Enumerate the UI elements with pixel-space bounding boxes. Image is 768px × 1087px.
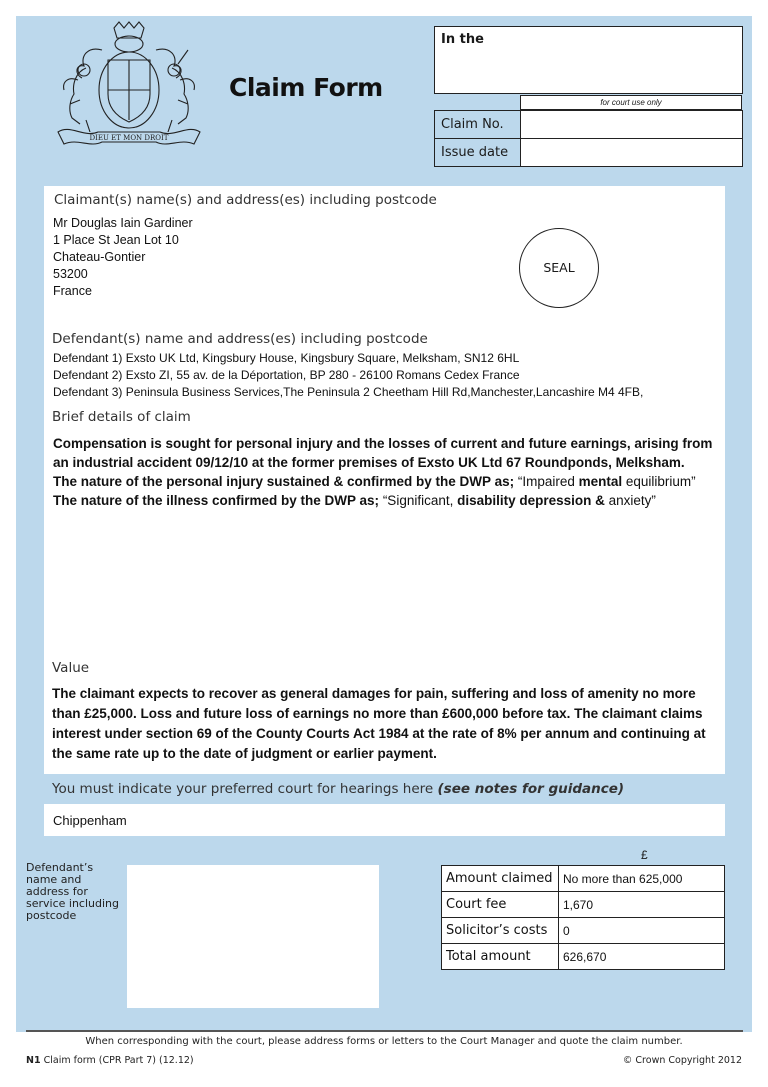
- court-use-only-label: for court use only: [520, 95, 742, 110]
- defendant-line: Defendant 2) Exsto ZI, 55 av. de la Déportation, BP 280 - 26100 Romans Cedex France: [53, 368, 520, 382]
- amount-claimed-field[interactable]: No more than 625,000: [559, 866, 725, 892]
- defendant-line: Defendant 1) Exsto UK Ltd, Kingsbury House, Kingsbury Square, Melksham, SN12 6HL: [53, 351, 520, 365]
- claimant-address-line: Chateau-Gontier: [53, 250, 146, 264]
- preferred-court-value: Chippenham: [53, 813, 127, 828]
- court-fee-label: Court fee: [442, 892, 559, 918]
- claim-paragraph: Compensation is sought for personal injury and the losses of current and future earnings, arising from an industrial accident 09/12/10 at the former premises of Exsto UK Ltd 67 Roundponds, Melksham.: [53, 436, 713, 470]
- amount-claimed-label: Amount claimed: [442, 866, 559, 892]
- form-title: Claim Form: [229, 73, 383, 102]
- claimant-address-line: France: [53, 284, 92, 298]
- court-reference-table: [434, 110, 743, 167]
- solicitors-costs-label: Solicitor’s costs: [442, 918, 559, 944]
- preferred-court-label: You must indicate your preferred court for hearings here (see notes for guidance): [52, 781, 625, 797]
- service-address-label: Defendant’s name and address for service including postcode: [26, 861, 119, 922]
- defendant-line: Defendant 3) Peninsula Business Services,The Peninsula 2 Cheetham Hill Rd,Manchester,Lancashire M4 4FB,: [53, 385, 644, 399]
- table-row: [442, 944, 725, 970]
- brief-details-label: Brief details of claim: [52, 409, 191, 425]
- claimant-address[interactable]: [53, 215, 193, 300]
- court-seal: SEAL: [519, 228, 599, 308]
- claimant-address-line: 53200: [53, 267, 88, 281]
- total-amount-field[interactable]: 626,670: [559, 944, 725, 970]
- injury-nature-line: The nature of the personal injury sustained & confirmed by the DWP as; “Impaired mental equilibrium”: [53, 474, 696, 489]
- court-name-label: In the: [441, 32, 484, 47]
- table-row: [442, 918, 725, 944]
- form-reference: N1 Claim form (CPR Part 7) (12.12): [26, 1055, 194, 1066]
- claimant-address-line: Mr Douglas Iain Gardiner: [53, 216, 193, 230]
- total-amount-label: Total amount: [442, 944, 559, 970]
- copyright-notice: © Crown Copyright 2012: [622, 1055, 742, 1066]
- amounts-table: [441, 865, 725, 970]
- service-address-field[interactable]: [127, 865, 379, 1008]
- defendant-section-label: Defendant(s) name and address(es) including postcode: [52, 331, 428, 347]
- defendant-addresses[interactable]: [53, 350, 643, 401]
- claim-no-label: Claim No.: [435, 111, 521, 139]
- issue-date-label: Issue date: [435, 139, 521, 167]
- table-row: [442, 866, 725, 892]
- footer-divider: [26, 1030, 743, 1032]
- preferred-court-field[interactable]: [44, 804, 725, 836]
- illness-nature-line: The nature of the illness confirmed by the DWP as; “Significant, disability depression & anxiety”: [53, 493, 656, 508]
- court-fee-field[interactable]: 1,670: [559, 892, 725, 918]
- claimant-address-line: 1 Place St Jean Lot 10: [53, 233, 179, 247]
- value-label: Value: [52, 660, 90, 676]
- solicitors-costs-field[interactable]: 0: [559, 918, 725, 944]
- royal-coat-of-arms-icon: [40, 20, 215, 155]
- value-text[interactable]: The claimant expects to recover as general damages for pain, suffering and loss of amenity no more than £25,000. Loss and future loss of earnings no more than £600,000 before tax. The claimant claims interest under section 69 of the County Courts Act 1984 at the rate of 8% per annum and continuing at the same rate up to the date of judgment or earlier payment.: [52, 686, 706, 761]
- svg-text:DIEU ET MON DROIT: DIEU ET MON DROIT: [89, 134, 169, 142]
- claimant-section-label: Claimant(s) name(s) and address(es) including postcode: [54, 192, 437, 208]
- footer-note: When corresponding with the court, please address forms or letters to the Court Manager and quote the claim number.: [85, 1036, 683, 1047]
- brief-details-text[interactable]: [53, 434, 723, 510]
- table-row: [442, 892, 725, 918]
- court-name-field[interactable]: [434, 26, 743, 94]
- claim-no-field[interactable]: [521, 111, 743, 139]
- issue-date-field[interactable]: [521, 139, 743, 167]
- currency-symbol: £: [641, 848, 648, 862]
